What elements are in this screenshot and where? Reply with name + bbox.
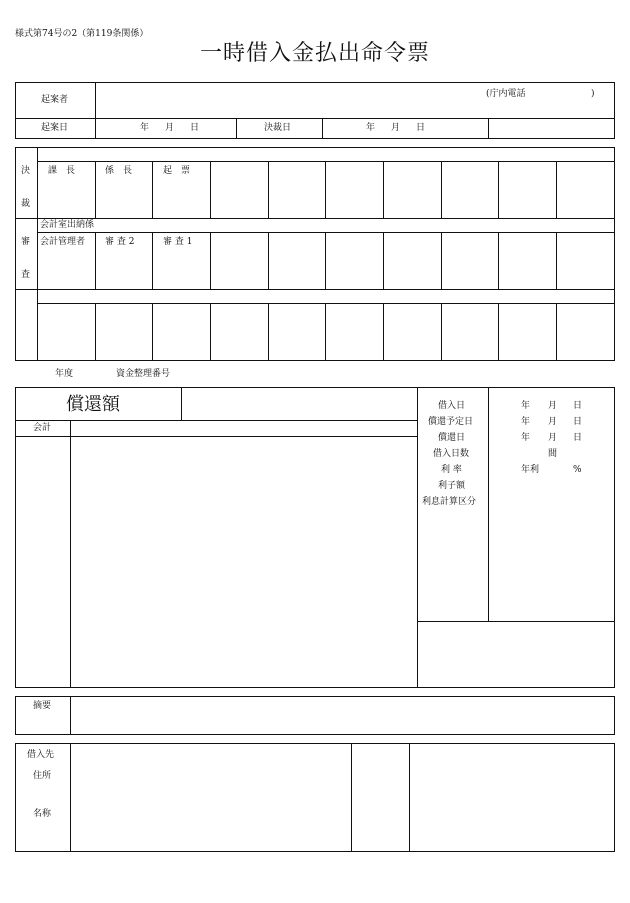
borrow-date-label: 借入日 bbox=[438, 401, 466, 411]
accounting-section-label: 会計室出納係 bbox=[40, 220, 95, 230]
phone-close: ) bbox=[591, 89, 595, 99]
planned-day: 日 bbox=[573, 417, 583, 427]
drafter-field[interactable] bbox=[97, 84, 477, 117]
repayment-amount-label: 償還額 bbox=[66, 394, 120, 415]
interest-amount-label: 利子額 bbox=[438, 481, 466, 491]
phone-label: (庁内電話 bbox=[486, 89, 526, 99]
decision-day: 日 bbox=[416, 123, 426, 133]
planned-month: 月 bbox=[548, 417, 558, 427]
account-label: 会計 bbox=[33, 423, 52, 433]
repay-year: 年 bbox=[521, 433, 531, 443]
draft-date-label: 起案日 bbox=[41, 123, 69, 133]
percent-sign: % bbox=[573, 465, 582, 475]
accounting-manager-label: 会計管理者 bbox=[40, 237, 86, 247]
draft-year: 年 bbox=[140, 123, 150, 133]
interest-rate-label: 利 率 bbox=[441, 465, 462, 475]
borrow-month: 月 bbox=[548, 401, 558, 411]
borrow-year: 年 bbox=[521, 401, 531, 411]
draft-month: 月 bbox=[165, 123, 175, 133]
days-unit: 間 bbox=[548, 449, 558, 459]
repay-date-label: 償還日 bbox=[438, 433, 466, 443]
lender-field[interactable] bbox=[72, 745, 349, 850]
name-label: 名称 bbox=[33, 809, 52, 819]
phone-field[interactable] bbox=[530, 86, 588, 100]
kessai-label-2: 裁 bbox=[21, 199, 31, 209]
planned-year: 年 bbox=[521, 417, 531, 427]
repay-day: 日 bbox=[573, 433, 583, 443]
draft-day: 日 bbox=[190, 123, 200, 133]
shinsa-label-1: 審 bbox=[21, 237, 31, 247]
borrow-days-label: 借入日数 bbox=[433, 449, 470, 459]
decision-year: 年 bbox=[366, 123, 376, 133]
decision-date-label: 決裁日 bbox=[264, 123, 292, 133]
borrow-day: 日 bbox=[573, 401, 583, 411]
account-field[interactable] bbox=[72, 422, 415, 435]
drafter-label: 起案者 bbox=[41, 95, 69, 105]
fund-number-label: 資金整理番号 bbox=[116, 369, 171, 379]
shinsa1-label: 審 査 1 bbox=[163, 237, 193, 247]
shinsa2-label: 審 査 2 bbox=[105, 237, 135, 247]
kachou-label: 課 長 bbox=[48, 166, 76, 176]
lender-label: 借入先 bbox=[27, 750, 55, 760]
fiscal-year-label: 年度 bbox=[55, 369, 74, 379]
address-label: 住所 bbox=[33, 771, 52, 781]
summary-field[interactable] bbox=[72, 698, 613, 733]
annual-rate-label: 年利 bbox=[521, 465, 540, 475]
kessai-label-1: 決 bbox=[21, 166, 31, 176]
repayment-amount-field[interactable] bbox=[183, 389, 415, 419]
shinsa-label-2: 査 bbox=[21, 270, 31, 280]
planned-repay-date-label: 償還予定日 bbox=[428, 417, 474, 427]
kihyou-label: 起 票 bbox=[163, 166, 191, 176]
summary-label: 摘要 bbox=[33, 701, 52, 711]
kakarichou-label: 係 長 bbox=[105, 166, 133, 176]
interest-calc-label: 利息計算区分 bbox=[422, 497, 477, 507]
decision-month: 月 bbox=[391, 123, 401, 133]
approval-box bbox=[15, 147, 615, 361]
document-title: 一時借入金払出命令票 bbox=[199, 41, 430, 66]
repay-month: 月 bbox=[548, 433, 558, 443]
form-number: 様式第74号の2（第119条関係） bbox=[15, 29, 149, 39]
